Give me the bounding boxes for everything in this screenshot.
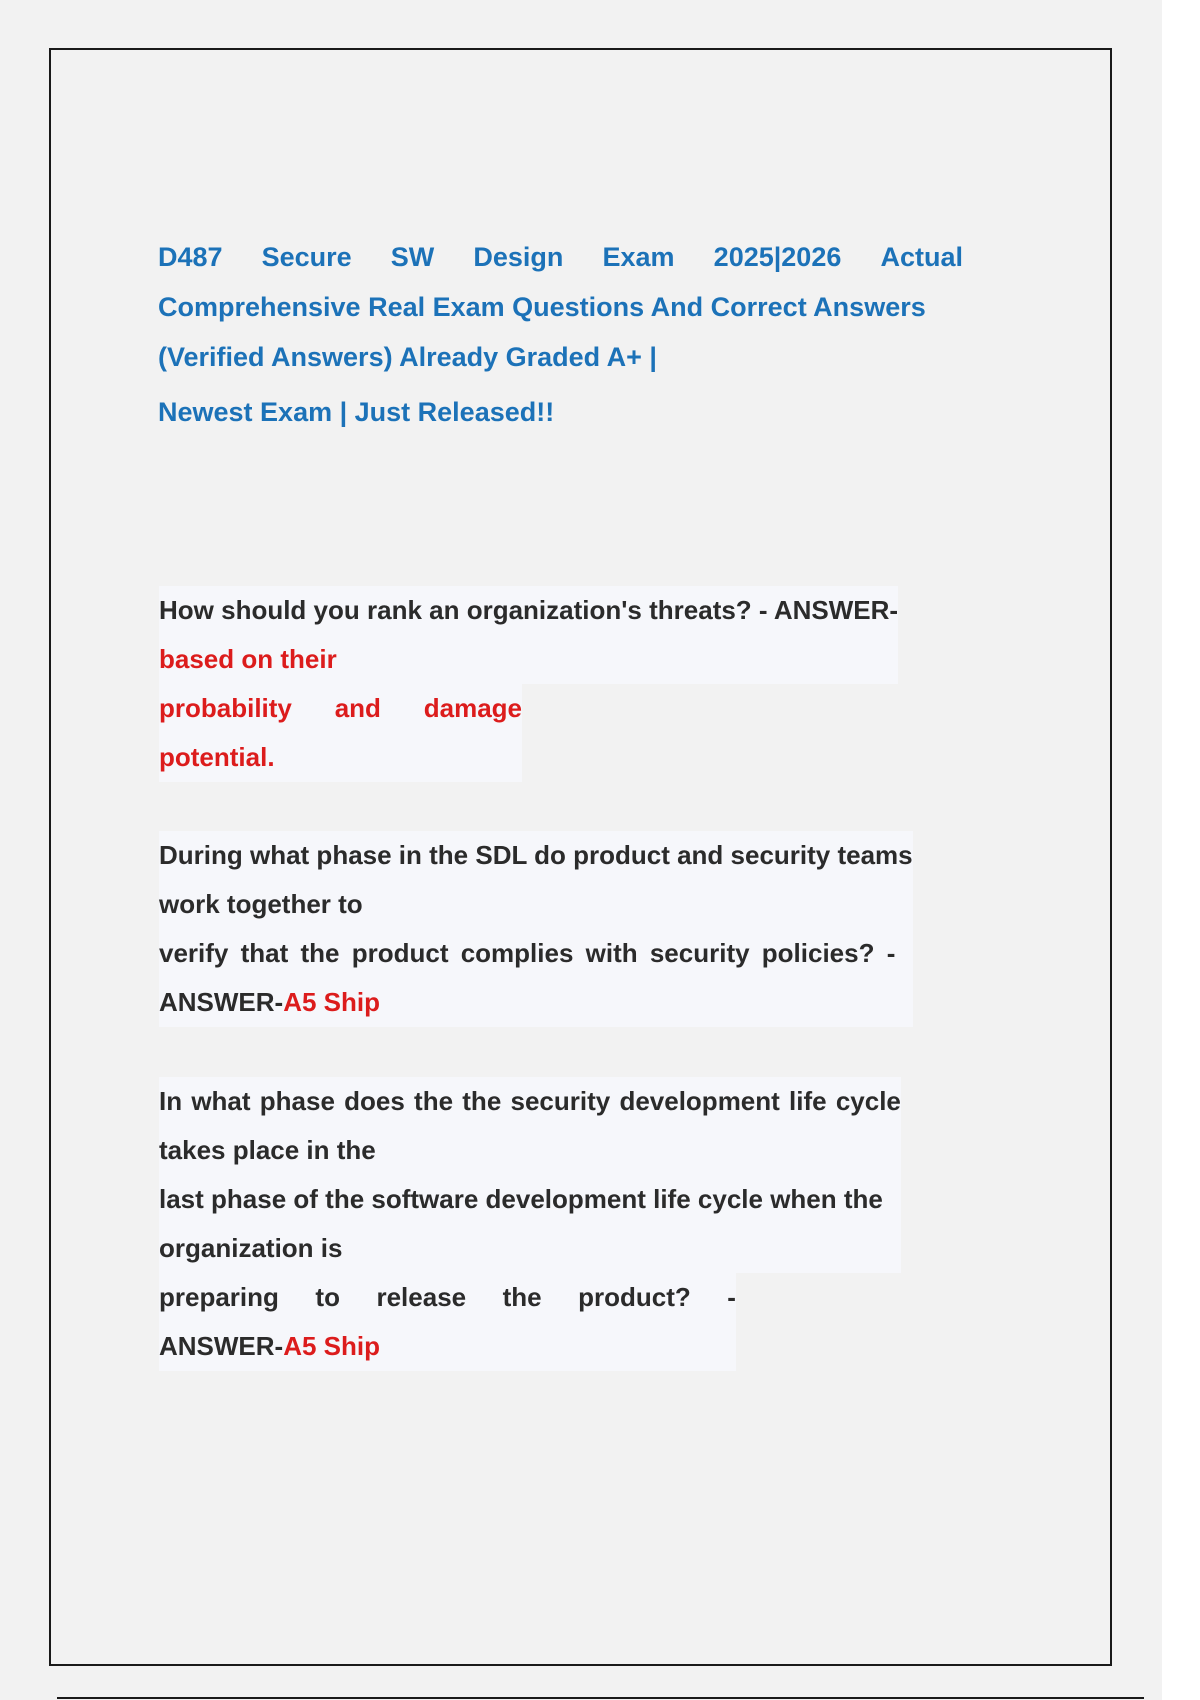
answer-row (159, 978, 913, 1027)
question-text: organization is (159, 1224, 901, 1273)
answer-text: based on their (159, 635, 898, 684)
answer-text (159, 684, 522, 733)
answer-word: and (334, 693, 381, 723)
question-text: During what phase in the SDL do product and security teams (159, 831, 913, 880)
question-word: to (315, 1282, 340, 1312)
answer-text: A5 Ship (283, 987, 381, 1017)
question-text: last phase of the software development life cycle when the (159, 1175, 901, 1224)
qa-item-2 (159, 831, 913, 1027)
answer-text: potential. (159, 733, 522, 782)
answer-text: A5 Ship (283, 1331, 381, 1361)
document-title (158, 232, 963, 437)
answer-prefix: ANSWER- (159, 987, 284, 1017)
answer-prefix: ANSWER- (159, 1331, 284, 1361)
answer-row (159, 1322, 736, 1371)
question-text: How should you rank an organization's threats? - ANSWER- (159, 586, 898, 635)
title-word: Exam (602, 242, 675, 272)
question-text: verify that the product complies with security policies? - (159, 929, 913, 978)
page-divider (57, 1697, 1144, 1699)
qa-item-3 (159, 1077, 901, 1371)
qa-item-1 (159, 586, 898, 782)
answer-word: damage (423, 693, 522, 723)
question-word: - (727, 1282, 736, 1312)
question-word: the (502, 1282, 542, 1312)
title-line-2: Comprehensive Real Exam Questions And Correct Answers (158, 292, 926, 322)
title-word: SW (390, 242, 435, 272)
title-word: Design (473, 242, 564, 272)
question-text: takes place in the (159, 1126, 901, 1175)
question-text: work together to (159, 880, 913, 929)
question-word: product? (578, 1282, 691, 1312)
question-word: release (376, 1282, 467, 1312)
title-line-3: (Verified Answers) Already Graded A+ | (158, 342, 657, 372)
title-word: D487 (158, 242, 223, 272)
question-text (159, 1273, 736, 1322)
title-word: Actual (880, 242, 963, 272)
answer-word: probability (159, 693, 292, 723)
question-word: preparing (159, 1282, 279, 1312)
title-word: Secure (261, 242, 352, 272)
viewer-right-margin (1162, 0, 1200, 1700)
title-line-4: Newest Exam | Just Released!! (158, 397, 555, 427)
title-line-1 (158, 232, 963, 282)
question-text: In what phase does the the security development life cycle (159, 1077, 901, 1126)
title-word: 2025|2026 (713, 242, 842, 272)
